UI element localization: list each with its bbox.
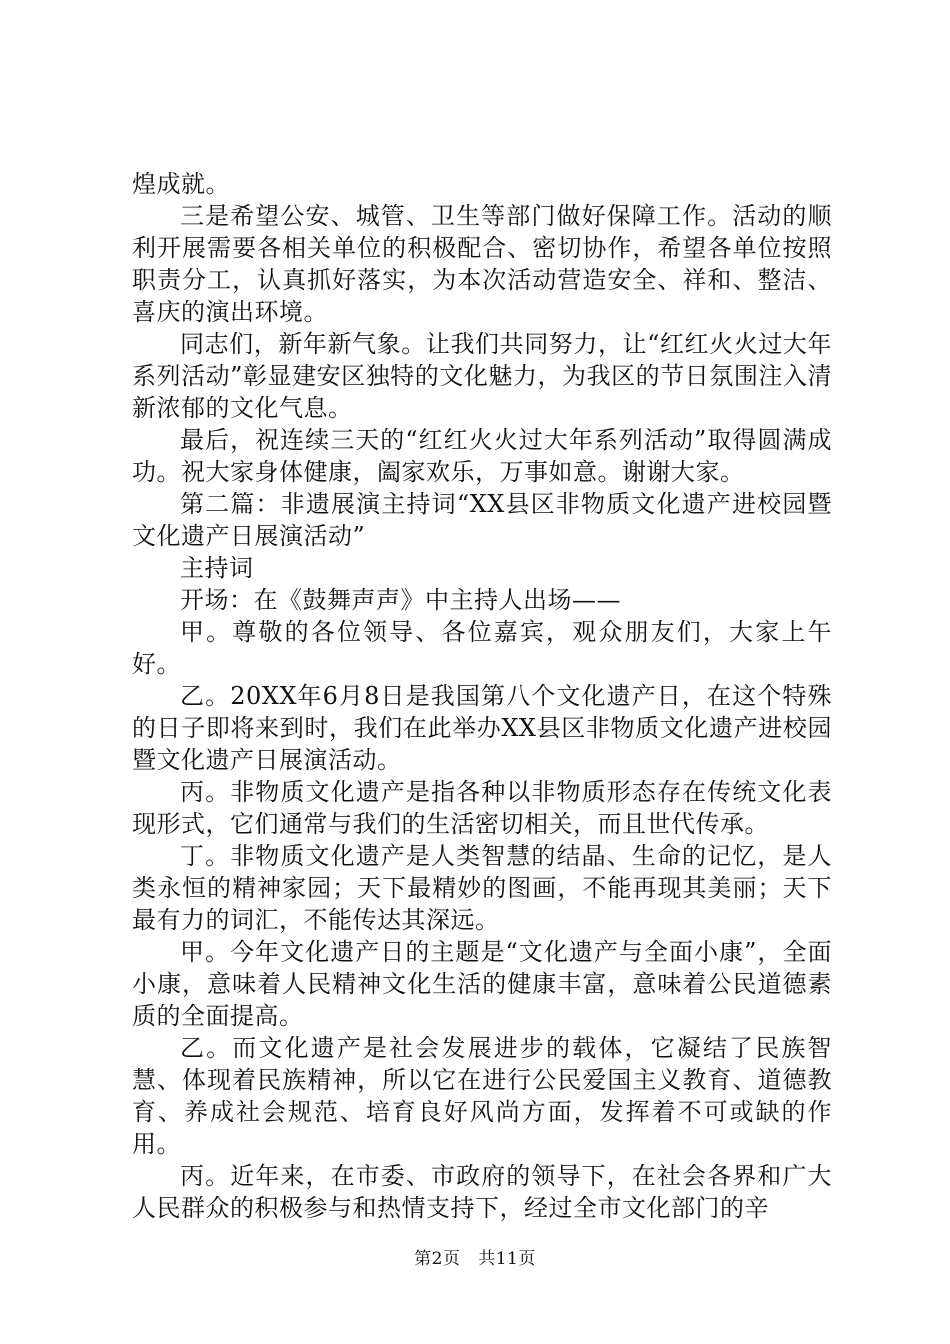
- paragraph: 乙。20XX年6月8日是我国第八个文化遗产日，在这个特殊的日子即将来到时，我们在此举办XX县区非物质文化遗产进校园暨文化遗产日展演活动。: [132, 682, 832, 774]
- total-pages: 共11页: [478, 1249, 536, 1269]
- paragraph: 最后，祝连续三天的“红红火火过大年系列活动”取得圆满成功。祝大家身体健康，阖家欢乐，万事如意。谢谢大家。: [132, 426, 832, 486]
- document-body: [132, 168, 832, 1224]
- paragraph: 丙。近年来，在市委、市政府的领导下，在社会各界和广大人民群众的积极参与和热情支持下，经过全市文化部门的辛: [132, 1162, 832, 1222]
- paragraph: 丁。非物质文化遗产是人类智慧的结晶、生命的记忆，是人类永恒的精神家园；天下最精妙的图画，不能再现其美丽；天下最有力的词汇，不能传达其深远。: [132, 842, 832, 934]
- paragraph: 三是希望公安、城管、卫生等部门做好保障工作。活动的顺利开展需要各相关单位的积极配合、密切协作，希望各单位按照职责分工，认真抓好落实，为本次活动营造安全、祥和、整洁、喜庆的演出环境。: [132, 202, 832, 326]
- page-number: 第2页: [414, 1249, 461, 1269]
- paragraph: 乙。而文化遗产是社会发展进步的载体，它凝结了民族智慧、体现着民族精神，所以它在进行公民爱国主义教育、道德教育、养成社会规范、培育良好风尚方面，发挥着不可或缺的作用。: [132, 1034, 832, 1158]
- paragraph: 甲。今年文化遗产日的主题是“文化遗产与全面小康”，全面小康，意味着人民精神文化生活的健康丰富，意味着公民道德素质的全面提高。: [132, 938, 832, 1030]
- paragraph: 第二篇：非遗展演主持词“XX县区非物质文化遗产进校园暨文化遗产日展演活动”: [132, 490, 832, 550]
- paragraph: 同志们，新年新气象。让我们共同努力，让“红红火火过大年系列活动”彰显建安区独特的文化魅力，为我区的节日氛围注入清新浓郁的文化气息。: [132, 330, 832, 422]
- paragraph: 丙。非物质文化遗产是指各种以非物质形态存在传统文化表现形式，它们通常与我们的生活密切相关，而且世代传承。: [132, 778, 832, 838]
- paragraph: 甲。尊敬的各位领导、各位嘉宾，观众朋友们，大家上午好。: [132, 618, 832, 678]
- paragraph: 主持词: [180, 554, 254, 582]
- paragraph: 煌成就。: [132, 170, 230, 198]
- footer-separator: [466, 1249, 472, 1269]
- paragraph: 开场：在《鼓舞声声》中主持人出场——: [180, 586, 621, 614]
- page-footer: [0, 1244, 950, 1269]
